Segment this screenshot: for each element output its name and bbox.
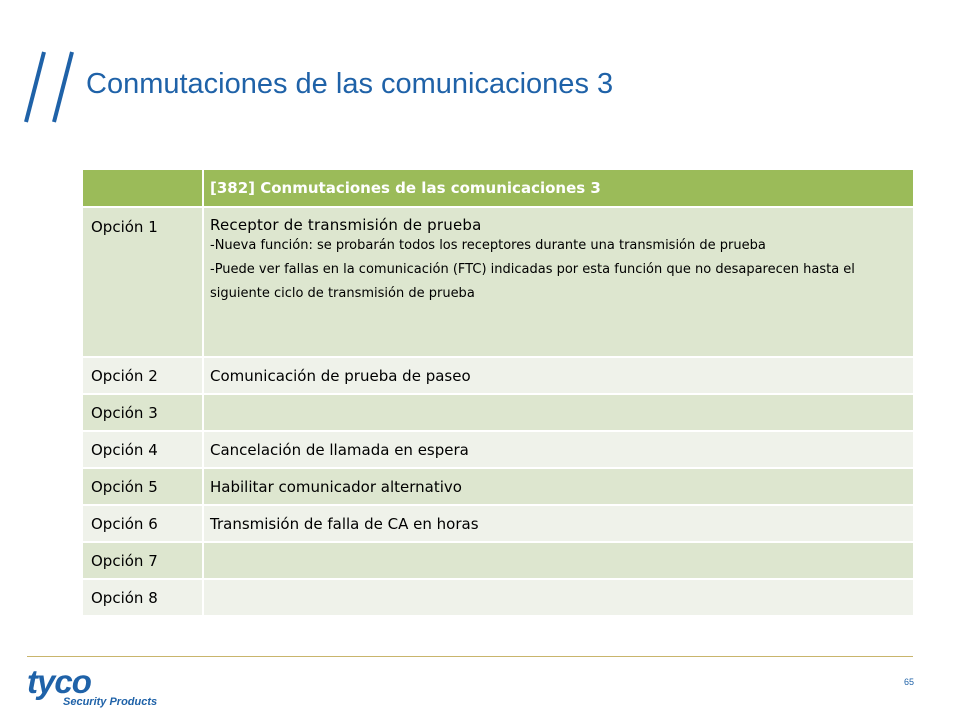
options-table bbox=[81, 168, 915, 617]
decorative-slashes-icon bbox=[22, 42, 92, 132]
option-text: Transmisión de falla de CA en horas bbox=[203, 505, 914, 542]
table-row bbox=[82, 505, 914, 542]
page-title: Conmutaciones de las comunicaciones 3 bbox=[86, 68, 614, 100]
option-label: Opción 5 bbox=[82, 468, 203, 505]
logo-subtitle: Security Products bbox=[63, 696, 158, 708]
footer-divider bbox=[27, 656, 913, 657]
table-row bbox=[82, 394, 914, 431]
table-row bbox=[82, 468, 914, 505]
option-label: Opción 7 bbox=[82, 542, 203, 579]
table-row bbox=[82, 207, 914, 357]
options-table-container bbox=[81, 168, 913, 617]
option-label: Opción 8 bbox=[82, 579, 203, 616]
option-label: Opción 6 bbox=[82, 505, 203, 542]
option-note: -Nueva función: se probarán todos los receptores durante una transmisión de prueba bbox=[210, 238, 766, 253]
option-text: Comunicación de prueba de paseo bbox=[203, 357, 914, 394]
table-row bbox=[82, 579, 914, 616]
table-header-row bbox=[82, 169, 914, 207]
page-number: 65 bbox=[903, 677, 914, 687]
option-text bbox=[203, 579, 914, 616]
table-header-option bbox=[82, 169, 203, 207]
option-label: Opción 3 bbox=[82, 394, 203, 431]
table-row bbox=[82, 357, 914, 394]
logo-wordmark: tyco bbox=[27, 663, 91, 700]
option-label: Opción 4 bbox=[82, 431, 203, 468]
option-text: Receptor de transmisión de prueba bbox=[210, 216, 482, 234]
table-header-title: [382] Conmutaciones de las comunicaciones 3 bbox=[203, 169, 914, 207]
option-label: Opción 2 bbox=[82, 357, 203, 394]
option-text: Habilitar comunicador alternativo bbox=[203, 468, 914, 505]
option-note: -Puede ver fallas en la comunicación (FTC) indicadas por esta función que no desaparecen hasta el siguiente ciclo de transmisión de prueba bbox=[210, 262, 855, 301]
option-text bbox=[203, 542, 914, 579]
table-row bbox=[82, 542, 914, 579]
option-label: Opción 1 bbox=[82, 207, 203, 357]
table-row bbox=[82, 431, 914, 468]
option-text: Cancelación de llamada en espera bbox=[203, 431, 914, 468]
tyco-logo bbox=[27, 664, 177, 714]
option-description bbox=[203, 207, 914, 357]
option-text bbox=[203, 394, 914, 431]
